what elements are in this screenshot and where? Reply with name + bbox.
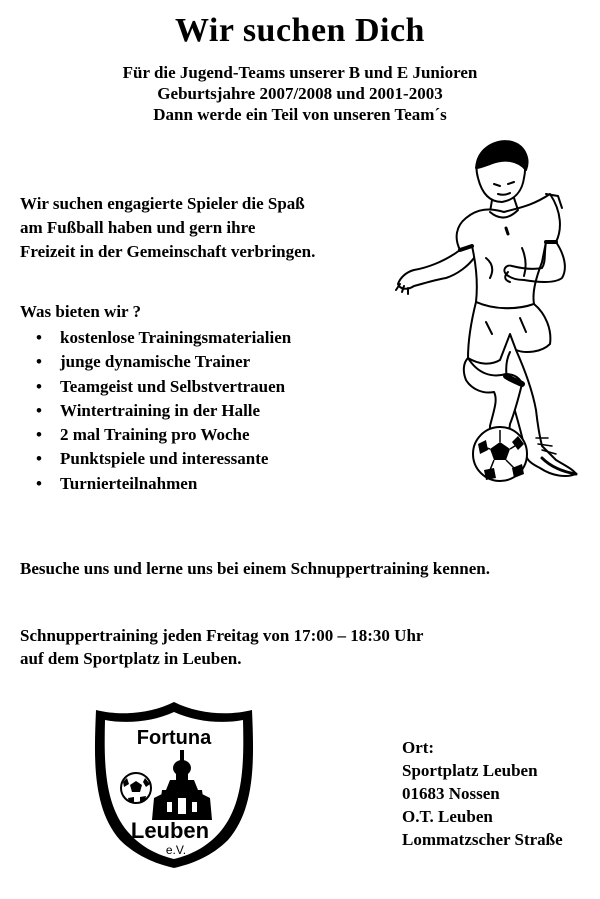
- club-crest-logo: [88, 698, 260, 870]
- soccer-ball-icon: [473, 427, 527, 481]
- crest-suffix-text: e.V.: [165, 843, 187, 857]
- offer-list: [36, 326, 396, 496]
- offer-item: • Punktspiele und interessante: [36, 447, 396, 471]
- offer-item: • 2 mal Training pro Woche: [36, 423, 396, 447]
- offer-item: • kostenlose Trainingsmaterialien: [36, 326, 396, 350]
- visit-invitation: Besuche uns und lerne uns bei einem Schnuppertraining kennen.: [20, 559, 490, 578]
- address-label: Ort:: [402, 738, 435, 757]
- trial-line: auf dem Sportplatz in Leuben.: [20, 649, 242, 668]
- address-line: 01683 Nossen: [402, 784, 500, 803]
- intro-line: am Fußball haben und gern ihre: [20, 218, 256, 237]
- page-title: Wir suchen Dich: [175, 12, 425, 49]
- subtitle-line: Geburtsjahre 2007/2008 und 2001-2003: [157, 84, 443, 103]
- subtitle-line: Für die Jugend-Teams unserer B und E Junioren: [122, 63, 478, 82]
- crest-top-text: Fortuna: [136, 727, 212, 749]
- offer-heading: Was bieten wir ?: [20, 302, 142, 321]
- soccer-ball-icon: [121, 773, 151, 803]
- address-line: O.T. Leuben: [402, 807, 493, 826]
- intro-paragraph: [20, 192, 400, 264]
- address-block: [402, 736, 563, 851]
- offer-item: • Wintertraining in der Halle: [36, 399, 396, 423]
- offer-item-continuation: • Turnierteilnahmen: [36, 472, 396, 496]
- address-line: Sportplatz Leuben: [402, 761, 538, 780]
- trial-schedule: [20, 624, 423, 670]
- offer-item: • Teamgeist und Selbstvertrauen: [36, 375, 396, 399]
- intro-line: Freizeit in der Gemeinschaft verbringen.: [20, 242, 316, 261]
- crest-bottom-text: Leuben: [130, 818, 210, 843]
- football-player-illustration: [386, 138, 586, 483]
- subtitle-line: Dann werde ein Teil von unseren Team´s: [153, 105, 447, 124]
- subtitle: [0, 62, 600, 125]
- offer-item: • junge dynamische Trainer: [36, 350, 396, 374]
- trial-line: Schnuppertraining jeden Freitag von 17:00 – 18:30 Uhr: [20, 626, 424, 645]
- intro-line: Wir suchen engagierte Spieler die Spaß: [20, 194, 305, 213]
- address-line: Lommatzscher Straße: [402, 830, 563, 849]
